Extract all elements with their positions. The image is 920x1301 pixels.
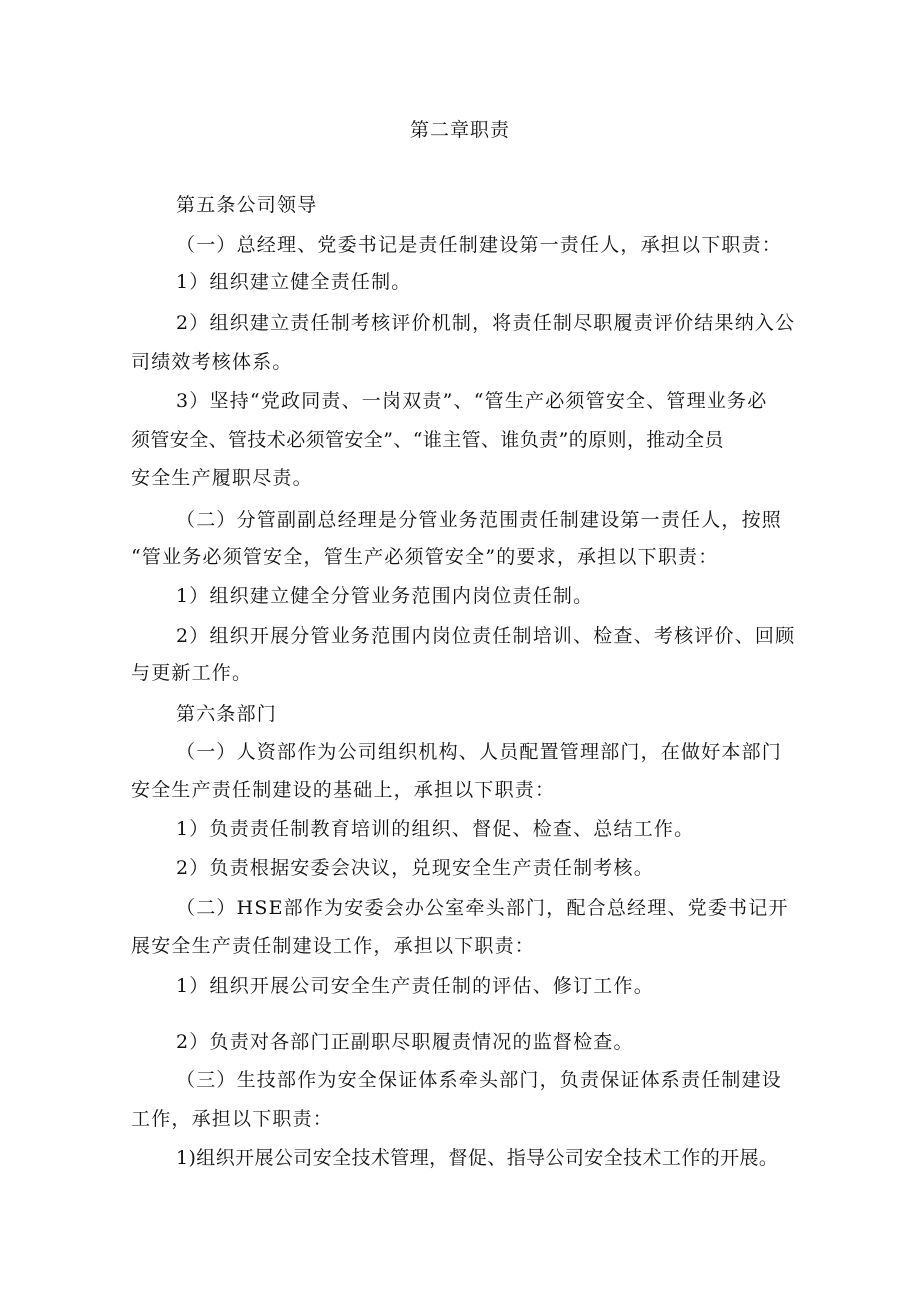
paragraph-line: “管业务必须管安全，管生产必须管安全”的要求，承担以下职责： xyxy=(131,546,719,568)
paragraph-line: （一）人资部作为公司组织机构、人员配置管理部门，在做好本部门 xyxy=(176,741,783,763)
paragraph-line: 1）组织建立健全分管业务范围内岗位责任制。 xyxy=(176,585,594,607)
paragraph-line: 司绩效考核体系。 xyxy=(131,351,293,373)
article-heading: 第六条部门 xyxy=(176,703,278,725)
paragraph-line: 须管安全、管技术必须管安全”、“谁主管、谁负责”的原则，推动全员 xyxy=(131,429,724,451)
paragraph-line: 与更新工作。 xyxy=(131,662,253,684)
paragraph-line: 1）组织开展公司安全生产责任制的评估、修订工作。 xyxy=(176,975,654,997)
paragraph-line: 2）负责根据安委会决议，兑现安全生产责任制考核。 xyxy=(176,857,654,879)
paragraph-line: 安全生产责任制建设的基础上，承担以下职责： xyxy=(131,779,556,801)
paragraph-line: （二）HSE部作为安委会办公室牵头部门，配合总经理、党委书记开 xyxy=(176,897,789,919)
paragraph-line: 2）组织开展分管业务范围内岗位责任制培训、检查、考核评价、回顾 xyxy=(176,625,796,647)
chapter-title: 第二章职责 xyxy=(409,119,510,141)
paragraph-line: （二）分管副副总经理是分管业务范围责任制建设第一责任人，按照 xyxy=(176,509,783,531)
paragraph-line: 展安全生产责任制建设工作，承担以下职责： xyxy=(131,935,536,957)
paragraph-line: 2）组织建立责任制考核评价机制，将责任制尽职履责评价结果纳入公 xyxy=(176,312,796,334)
paragraph-line: 3）坚持“党政同责、一岗双责”、“管生产必须管安全、管理业务必 xyxy=(176,390,768,412)
paragraph-line: 1)组织开展公司安全技术管理，督促、指导公司安全技术工作的开展。 xyxy=(176,1147,779,1169)
paragraph-line: 工作，承担以下职责： xyxy=(131,1108,334,1130)
paragraph-line: 2）负责对各部门正副职尽职履责情况的监督检查。 xyxy=(176,1031,634,1053)
paragraph-line: （一）总经理、党委书记是责任制建设第一责任人，承担以下职责： xyxy=(176,234,783,256)
paragraph-line: 1）负责责任制教育培训的组织、督促、检查、总结工作。 xyxy=(176,818,695,840)
paragraph-line: 1）组织建立健全责任制。 xyxy=(176,271,412,293)
article-heading: 第五条公司领导 xyxy=(176,194,318,216)
paragraph-line: （三）生技部作为安全保证体系牵头部门，负责保证体系责任制建设 xyxy=(176,1069,783,1091)
paragraph-line: 安全生产履职尽责。 xyxy=(131,467,313,489)
